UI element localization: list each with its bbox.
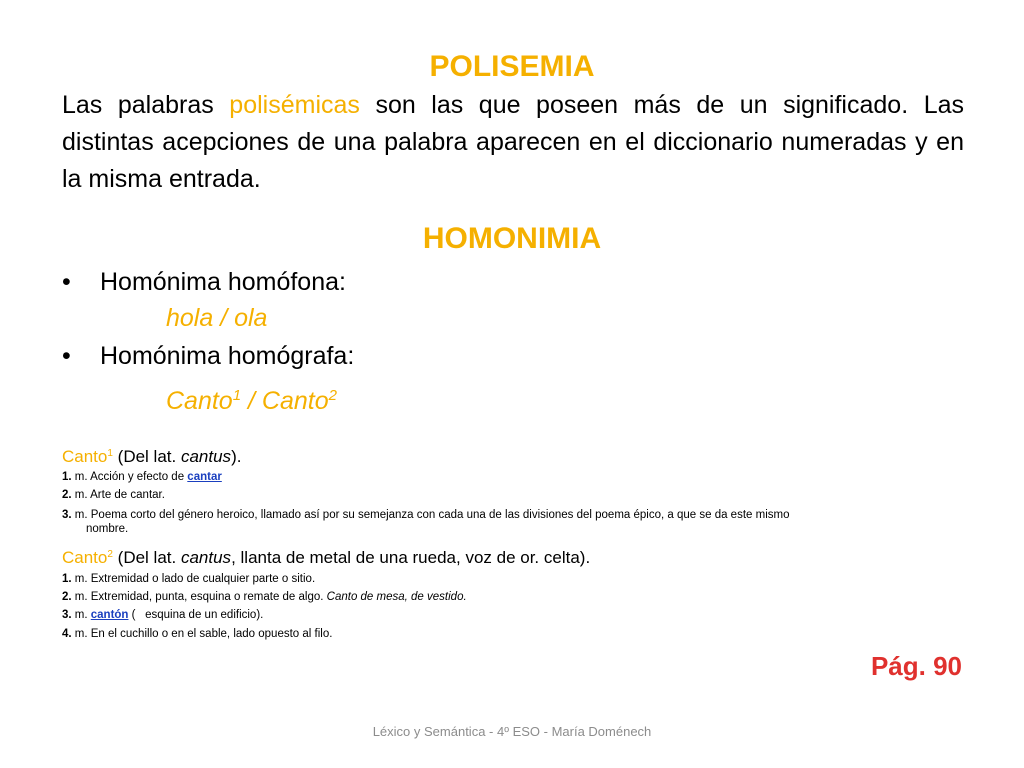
entry-superscript: 1 [107,448,113,459]
etymology-text: (Del lat. [112,447,181,466]
page-reference: Pág. 90 [870,651,962,681]
definition-text-start: Las palabras [62,91,230,119]
homofona-label: Homónima homófona: [100,268,346,296]
canto2-def-4 [62,627,962,641]
def-text: m. En el cuchillo o en el sable, lado opuesto al filo. [71,628,333,640]
def-text: m. Extremidad, punta, esquina o remate de algo. [71,591,327,603]
def-text: m. [71,609,91,621]
etymology-text: , llanta de metal de una rueda, voz de or. celta). [231,548,591,567]
etymology-text: ). [231,447,242,466]
entry-word: Canto [62,548,108,567]
link-cantar[interactable]: cantar [187,471,222,483]
def-number: 1. [62,471,72,483]
canto1-entry-header [62,443,241,468]
canto1-def-2 [62,488,962,502]
canto1-def-1 [62,470,962,484]
def-text: m. Acción y efecto de [71,471,188,483]
def-number: 3. [62,609,72,621]
bullet-icon: • [62,342,71,370]
def-text: m. Poema corto del género heroico, llamado así por su semejanza con cada una de las divisiones del poema épico, a que se da este mismo [71,509,790,521]
bullet-homofona [62,266,346,298]
def-number: 2. [62,489,72,501]
etymology-latin: cantus [180,548,232,567]
bullet-icon: • [62,268,71,296]
def-text-wrap: nombre. [86,523,129,535]
example-superscript: 1 [232,387,242,404]
example-separator: / [241,387,262,415]
def-number: 1. [62,573,72,585]
canto1-def-3 [62,508,962,536]
homografa-label: Homónima homógrafa: [100,342,355,370]
def-example: Canto de mesa, de vestido. [326,591,467,603]
slide-footer: Léxico y Semántica - 4º ESO - María Doménech [372,724,652,739]
polisemia-title: POLISEMIA [429,50,595,83]
link-canton[interactable]: cantón [90,609,129,621]
canto2-entry-header [62,544,590,569]
canto2-def-1 [62,572,962,586]
def-number: 2. [62,591,72,603]
def-number: 4. [62,628,72,640]
highlighted-term: polisémicas [229,91,360,119]
homonimia-title: HOMONIMIA [422,222,602,255]
homofona-example: hola / ola [166,304,268,332]
example-superscript: 2 [328,387,337,404]
definition-text-end: son las que poseen más de un significado. Las distintas acepciones de una palabra aparecen en el diccionario numeradas y en la misma entrada. [62,91,964,193]
example-word: Canto [166,387,233,415]
etymology-latin: cantus [180,447,232,466]
def-number: 3. [62,509,72,521]
def-text: m. Arte de cantar. [71,489,165,501]
canto2-def-3 [62,608,962,622]
homografa-example [166,380,337,417]
example-word: Canto [261,387,329,415]
bullet-homografa [62,340,354,372]
polisemia-definition [62,87,964,198]
etymology-text: (Del lat. [112,548,181,567]
def-text: m. Extremidad o lado de cualquier parte o sitio. [71,573,316,585]
entry-word: Canto [62,447,108,466]
def-text: ( esquina de un edificio). [128,609,264,621]
canto2-def-2 [62,590,962,604]
entry-superscript: 2 [107,549,113,560]
